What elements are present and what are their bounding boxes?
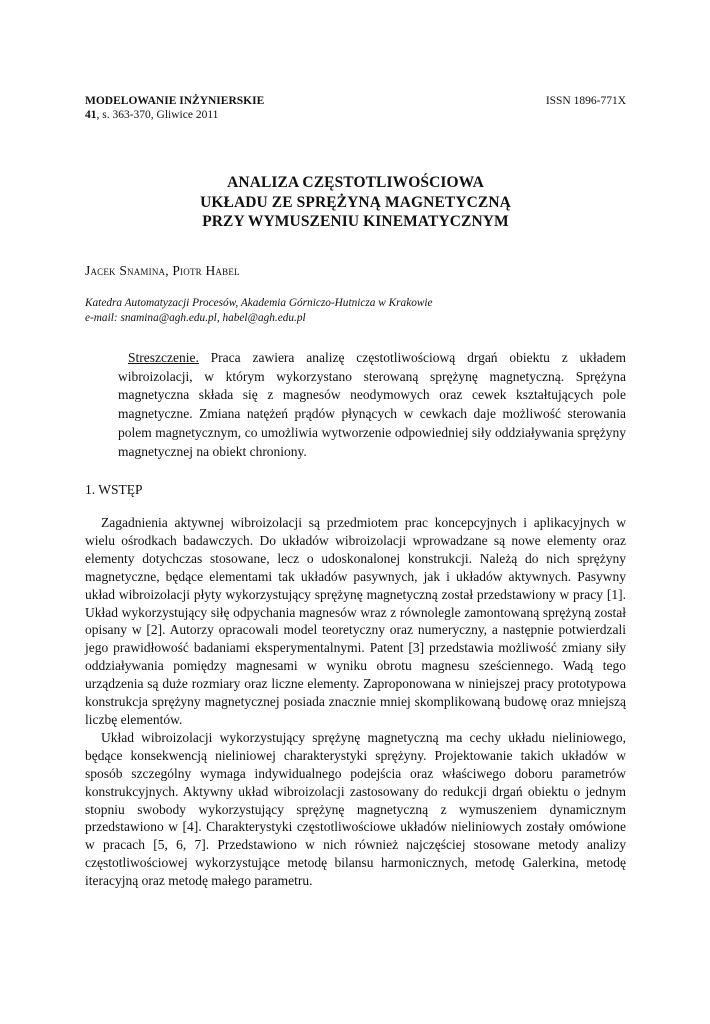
volume-info [85,108,626,122]
running-header [85,94,626,122]
email: e-mail: snamina@agh.edu.pl, habel@agh.edu.pl [85,311,306,324]
affiliation [85,296,433,325]
paper-title [85,173,626,232]
issn: ISSN 1896-771X [545,95,626,107]
abstract-text: Praca zawiera analizę częstotliwościową drgań obiektu z układem wibroizolacji, w którym wykorzystano sterowaną sprężynę magnetyczną. Sprężyna magnetyczna składa się z magnesów neodymowych oraz cewek kształtujących pole magnetyczne. Zmiana natężeń prądów płynących w cewkach daje możliwość sterowania polem magnetycznym, co umożliwia wytworzenie odpowiedniej siły oddziaływania sprężyny magnetycznej na obiekt chroniony. [118,350,626,459]
body-text [85,514,626,890]
volume-pages: , s. 363-370, Gliwice 2011 [96,109,219,121]
institution: Katedra Automatyzacji Procesów, Akademia Górniczo-Hutnicza w Krakowie [85,297,433,309]
abstract [118,349,626,461]
paragraph: Układ wibroizolacji wykorzystujący sprężynę magnetyczną ma cechy układu nieliniowego, będące konsekwencją nieliniowej charakterystyki sprężyny. Projektowanie takich układów w sposób szczególny wymaga indywidualnego podejścia oraz właściwego doboru parametrów konstrukcyjnych. Aktywny układ wibroizolacji zastosowany do redukcji drgań obiektu o jednym stopniu swobody wykorzystujący sprężynę magnetyczną z wymuszeniem dynamicznym przedstawiono w [4]. Charakterystyki częstotliwościowe układów nieliniowych zostały omówione w pracach [5, 6, 7]. Przedstawiono w nich również najczęściej stosowane metody analizy częstotliwościowej wykorzystujące metodę bilansu harmonicznych, metodę Galerkina, metodę iteracyjną oraz metodę małego parametru. [85,729,626,889]
journal-name: MODELOWANIE INŻYNIERSKIE [85,95,265,107]
title-line-1: ANALIZA CZĘSTOTLIWOŚCIOWA [227,174,484,191]
paragraph: Zagadnienia aktywnej wibroizolacji są przedmiotem prac koncepcyjnych i aplikacyjnych w wielu ośrodkach badawczych. Do układów wibroizolacji wprowadzane są nowe elementy oraz elementy dotychczas stosowane, lecz o udoskonalonej konstrukcji. Należą do nich sprężyny magnetyczne, będące elementami tak układów pasywnych, jak i układów aktywnych. Pasywny układ wibroizolacji płyty wykorzystujący sprężynę magnetyczną został przedstawiony w pracy [1]. Układ wykorzystujący siłę odpychania magnesów wraz z równolegle zamontowaną sprężyną został opisany w [2]. Autorzy opracowali model teoretyczny oraz numeryczny, a następnie potwierdzali jego prawidłowość badaniami eksperymentalnymi. Patent [3] przedstawia możliwość zmiany siły oddziaływania pomiędzy magnesami w wyniku obrotu magnesu sześciennego. Wadą tego urządzenia są duże rozmiary oraz liczne elementy. Zaproponowana w niniejszej pracy prototypowa konstrukcja sprężyny magnetycznej posiada znacznie mniej skomplikowaną budowę oraz mniejszą liczbę elementów. [85,515,626,727]
abstract-label: Streszczenie. [128,350,199,365]
volume-number: 41 [85,109,97,121]
section-heading: 1. WSTĘP [85,482,143,497]
title-line-3: PRZY WYMUSZENIU KINEMATYCZNYM [202,213,509,230]
authors: Jacek Snamina, Piotr Habel [85,263,240,278]
title-line-2: UKŁADU ZE SPRĘŻYNĄ MAGNETYCZNĄ [200,193,511,211]
